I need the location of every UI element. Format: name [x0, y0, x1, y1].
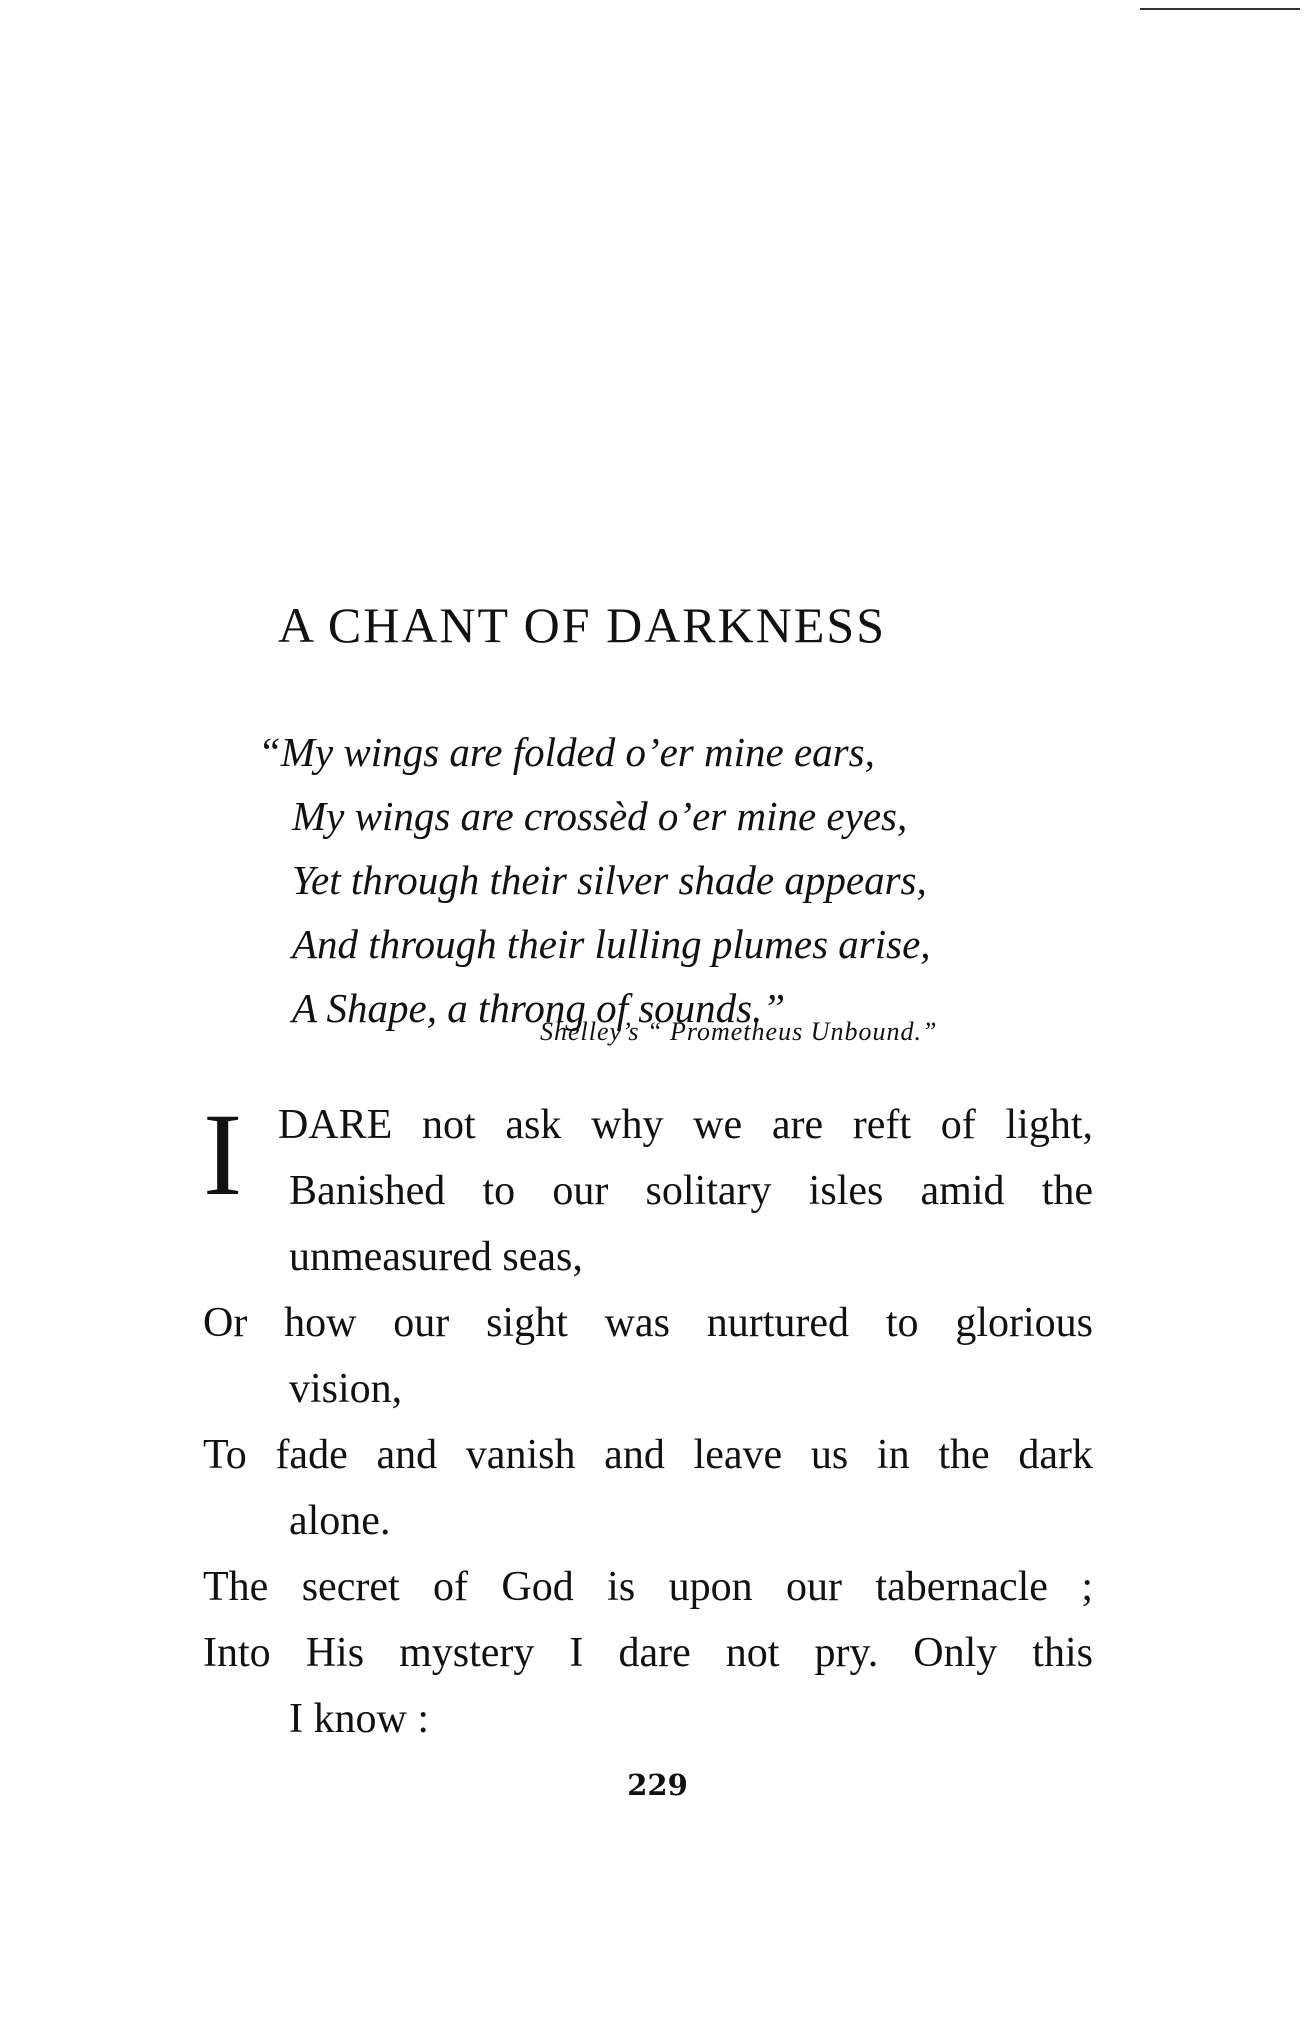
- verse-line: Into His mystery I dare not pry. Only this: [203, 1630, 1093, 1676]
- epigraph-line: A Shape, a throng of sounds.”: [292, 985, 786, 1031]
- epigraph-line: My wings are crossèd o’er mine eyes,: [292, 793, 908, 839]
- verse-line: vision,: [289, 1366, 403, 1412]
- verse-line: unmeasured seas,: [289, 1234, 583, 1280]
- drop-cap: I: [203, 1089, 243, 1220]
- page-number: 229: [627, 1768, 688, 1802]
- verse-line: alone.: [289, 1498, 391, 1544]
- epigraph-line: Yet through their silver shade appears,: [292, 857, 927, 903]
- corner-rule: [1140, 8, 1300, 10]
- epigraph: [258, 720, 1058, 1040]
- verse-line: Or how our sight was nurtured to glorious: [203, 1300, 1093, 1346]
- verse-line: I know :: [289, 1696, 429, 1742]
- verse-line: The secret of God is upon our tabernacle ;: [203, 1564, 1093, 1610]
- poem-body: [203, 1089, 1093, 1752]
- verse-line: DARE not ask why we are reft of light,: [278, 1102, 1093, 1148]
- epigraph-line: And through their lulling plumes arise,: [292, 921, 931, 967]
- verse-line: Banished to our solitary isles amid the: [289, 1168, 1093, 1214]
- epigraph-attribution: Shelley’s “ Prometheus Unbound.”: [540, 1017, 938, 1046]
- verse-line: To fade and vanish and leave us in the dark: [203, 1432, 1093, 1478]
- poem-title: A CHANT OF DARKNESS: [278, 597, 887, 653]
- epigraph-line: “My wings are folded o’er mine ears,: [258, 729, 875, 775]
